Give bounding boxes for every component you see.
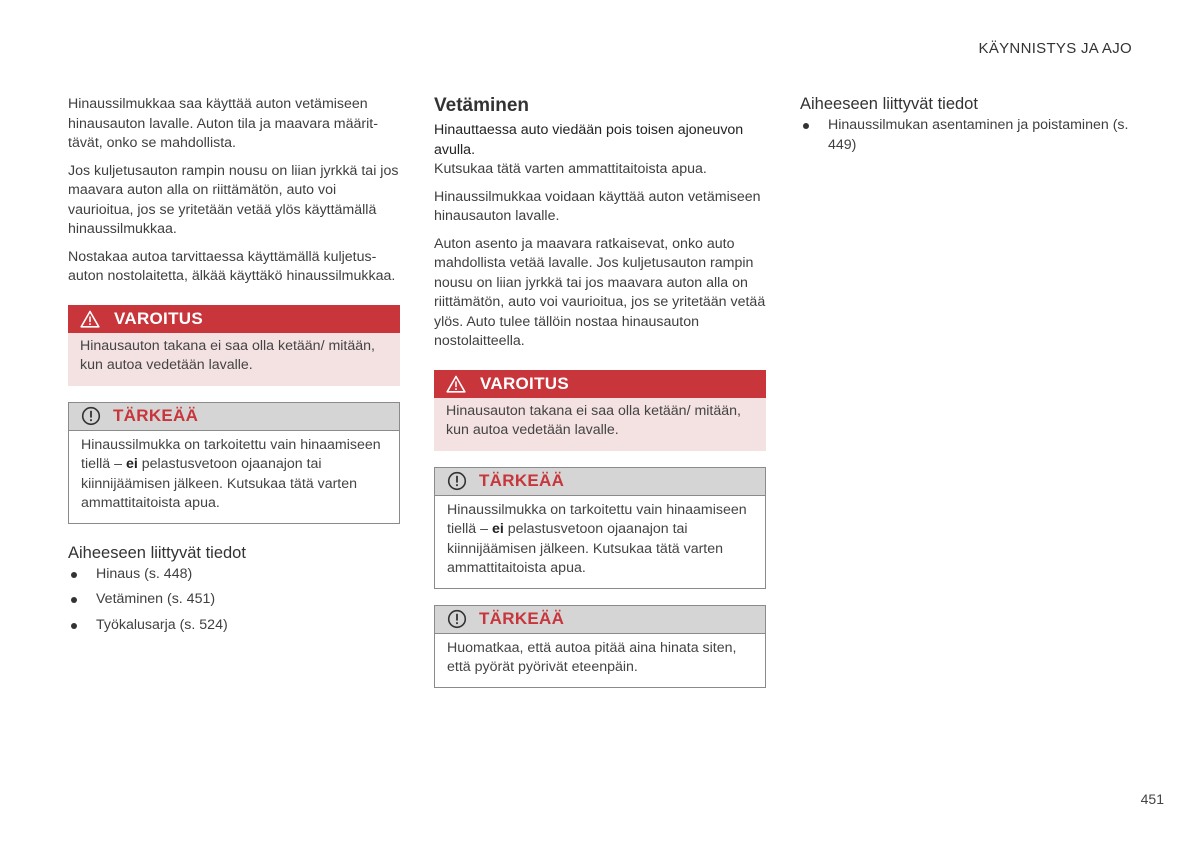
related-info <box>68 544 400 636</box>
warning-box <box>434 370 766 451</box>
important-text-part: pelastusvetoon ojaanajon tai kiinnijäämisen jälkeen. Kutsukaa tätä varten ammattitaitoista apua. <box>81 456 358 511</box>
important-text-part: pelastusvetoon ojaanajon tai kiinnijäämisen jälkeen. Kutsukaa tätä varten ammattitaitoista apua. <box>447 521 724 576</box>
warning-header <box>68 305 400 333</box>
important-text-emphasis: ei <box>491 521 504 537</box>
exclamation-circle-icon <box>447 471 467 491</box>
important-header <box>69 403 399 431</box>
exclamation-circle-icon <box>81 406 101 426</box>
paragraph: Nostakaa autoa tarvittaessa käyttämällä kuljetusauton nostolaitetta, älkää käyttäkö hinaussilmukkaa. <box>68 248 396 284</box>
warning-label: VAROITUS <box>114 308 203 328</box>
running-header: KÄYNNISTYS JA AJO <box>978 40 1132 57</box>
bullet-icon <box>71 572 77 578</box>
related-info-title: Aiheeseen liittyvät tiedot <box>68 543 246 562</box>
important-box <box>68 402 400 524</box>
warning-text: Hinausauton takana ei saa olla ketään/ mitään, kun autoa vedetään lavalle. <box>80 337 375 373</box>
lead-text: Hinauttaessa auto viedään pois toisen ajoneuvon avulla. <box>434 122 744 158</box>
important-text-part: Hinaussilmukka on tarkoitettu vain hinaamiseen tiellä – <box>447 501 747 537</box>
related-info-title: Aiheeseen liittyvät tiedot <box>800 95 978 113</box>
important-box <box>434 605 766 688</box>
column-2 <box>434 95 766 688</box>
warning-text: Hinausauton takana ei saa olla ketään/ mitään, kun autoa vedetään lavalle. <box>446 402 741 438</box>
bullet-icon <box>71 597 77 603</box>
paragraph: Kutsukaa tätä varten ammattitaitoista apua. <box>434 161 707 177</box>
important-text-emphasis: ei <box>125 456 138 472</box>
bullet-icon <box>803 123 809 129</box>
important-text-part: Hinaussilmukka on tarkoitettu vain hinaamiseen tiellä – <box>81 436 381 472</box>
warning-triangle-icon <box>446 375 466 393</box>
important-label: TÄRKEÄÄ <box>479 609 565 628</box>
important-text <box>435 496 765 588</box>
warning-box <box>68 305 400 386</box>
page-number: 451 <box>1140 791 1164 807</box>
important-header <box>435 468 765 496</box>
important-label: TÄRKEÄÄ <box>113 406 199 425</box>
related-link[interactable]: Vetäminen (s. 451) <box>68 590 400 610</box>
column-3 <box>800 95 1132 155</box>
column-1 <box>68 95 400 641</box>
paragraph: Auton asento ja maavara ratkaisevat, onko auto mahdollista vetää lavalle. Jos kuljetusauton rampin nousu on liian jyrkkä tai jos maavara auton alla on riittämätön, auto voi vaurioitua, jos se yritetään vetää ylös. Auto tulee tällöin nostaa hinausauton nostolaitteella. <box>434 235 766 349</box>
related-link[interactable]: Hinaussilmukan asentaminen ja poistaminen (s. 449) <box>800 116 1132 155</box>
important-header <box>435 606 765 634</box>
paragraph: Hinaussilmukkaa saa käyttää auton vetämiseen hinausauton lavalle. Auton tila ja maavara määrittävät, onko se mahdollista. <box>68 96 378 151</box>
important-text: Huomatkaa, että autoa pitää aina hinata siten, että pyörät pyörivät eteenpäin. <box>447 639 737 675</box>
related-link[interactable]: Työkalusarja (s. 524) <box>68 616 400 636</box>
warning-label: VAROITUS <box>480 373 569 393</box>
warning-header <box>434 370 766 398</box>
warning-triangle-icon <box>80 310 100 328</box>
exclamation-circle-icon <box>447 609 467 629</box>
section-title: Vetäminen <box>434 95 530 116</box>
important-label: TÄRKEÄÄ <box>479 471 565 490</box>
related-info <box>800 95 1132 155</box>
bullet-icon <box>71 623 77 629</box>
important-text <box>69 431 399 523</box>
paragraph: Hinaussilmukkaa voidaan käyttää auton vetämiseen hinausauton lavalle. <box>434 188 761 224</box>
related-link[interactable]: Hinaus (s. 448) <box>68 565 400 585</box>
paragraph: Jos kuljetusauton rampin nousu on liian jyrkkä tai jos maavara auton alla on riittämätön, auto voi vaurioitua, jos se yritetään vetää ylös käyttämällä hinaussilmukkaa. <box>68 162 399 237</box>
important-box <box>434 467 766 589</box>
